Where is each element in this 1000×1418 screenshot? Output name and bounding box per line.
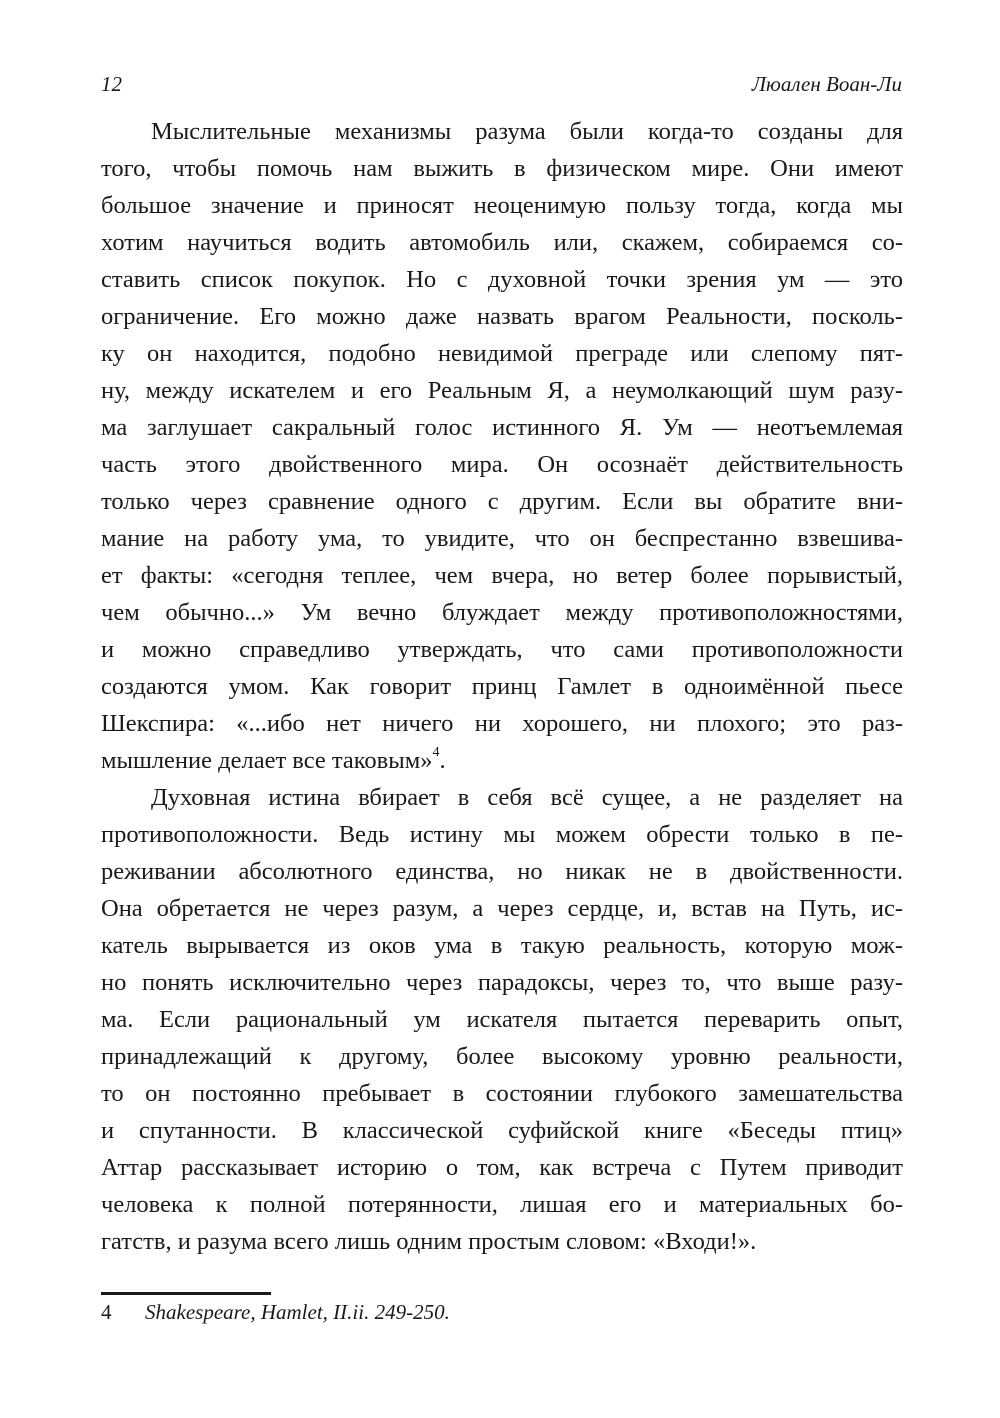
- text-line: чем обычно...» Ум вечно блуждает между противоположностями,: [101, 599, 903, 626]
- text-line: принадлежащий к другому, более высокому уровню реальности,: [101, 1043, 903, 1070]
- text-line: катель вырывается из оков ума в такую реальность, которую мож-: [101, 932, 903, 959]
- body-text: [101, 113, 903, 1260]
- text-line: только через сравнение одного с другим. Если вы обратите вни-: [101, 488, 903, 515]
- text-line: противоположности. Ведь истину мы можем обрести только в пе-: [101, 821, 903, 848]
- text-line: ку он находится, подобно невидимой преграде или слепому пят-: [101, 340, 903, 367]
- text-line: но понять исключительно через парадоксы, через то, что выше разу-: [101, 969, 903, 996]
- text-line: человека к полной потерянности, лишая его и материальных бо-: [101, 1191, 903, 1218]
- text-line: то он постоянно пребывает в состоянии глубокого замешательства: [101, 1080, 903, 1107]
- footnote-reference[interactable]: 4: [432, 745, 440, 760]
- text-line: ма. Если рациональный ум искателя пытается переварить опыт,: [101, 1006, 903, 1033]
- text-line: ограничение. Его можно даже назвать врагом Реальности, посколь-: [101, 303, 903, 330]
- text-line: большое значение и приносят неоценимую пользу тогда, когда мы: [101, 192, 903, 219]
- paragraph-1: [101, 113, 903, 779]
- punctuation: .: [439, 747, 446, 774]
- text-line: реживании абсолютного единства, но никак не в двойственности.: [101, 858, 903, 885]
- footnote-number: 4: [101, 1300, 112, 1324]
- footnote: [101, 1300, 450, 1325]
- text-line: [101, 742, 903, 779]
- text-line: и спутанности. В классической суфийской книге «Беседы птиц»: [101, 1117, 903, 1144]
- text-line: ну, между искателем и его Реальным Я, а неумолкающий шум разу-: [101, 377, 903, 404]
- text-line: ставить список покупок. Но с духовной точки зрения ум — это: [101, 266, 903, 293]
- text-line: Шекспира: «...ибо нет ничего ни хорошего, ни плохого; это раз-: [101, 710, 903, 737]
- text-line: ет факты: «сегодня теплее, чем вчера, но ветер более порывистый,: [101, 562, 903, 589]
- text-line: ма заглушает сакральный голос истинного Я. Ум — неотъемлемая: [101, 414, 903, 441]
- text-line: Аттар рассказывает историю о том, как встреча с Путем приводит: [101, 1154, 903, 1181]
- text-line: хотим научиться водить автомобиль или, скажем, собираемся со-: [101, 229, 903, 256]
- footnote-text: Shakespeare, Hamlet, II.ii. 249-250.: [145, 1300, 450, 1324]
- text-line: Мыслительные механизмы разума были когда-то созданы для: [151, 118, 903, 145]
- running-header-author: Люален Воан-Ли: [751, 72, 902, 96]
- text-line: и можно справедливо утверждать, что сами противоположности: [101, 636, 903, 663]
- text-line: того, чтобы помочь нам выжить в физическом мире. Они имеют: [101, 155, 903, 182]
- text-line: [101, 1223, 903, 1260]
- text-line: Она обретается не через разум, а через сердце, и, встав на Путь, ис-: [101, 895, 903, 922]
- text-line-content: мышление делает все таковым»: [101, 747, 433, 774]
- text-line: Духовная истина вбирает в себя всё сущее, а не разделяет на: [151, 784, 903, 811]
- footnote-divider: [101, 1292, 271, 1295]
- text-line-content: гатств, и разума всего лишь одним простым словом: «Входи!».: [101, 1228, 757, 1255]
- text-line: создаются умом. Как говорит принц Гамлет в одноимённой пьесе: [101, 673, 903, 700]
- text-line: часть этого двойственного мира. Он осознаёт действительность: [101, 451, 903, 478]
- paragraph-2: [101, 779, 903, 1260]
- text-line: мание на работу ума, то увидите, что он беспрестанно взвешива-: [101, 525, 903, 552]
- page-number: 12: [101, 72, 122, 96]
